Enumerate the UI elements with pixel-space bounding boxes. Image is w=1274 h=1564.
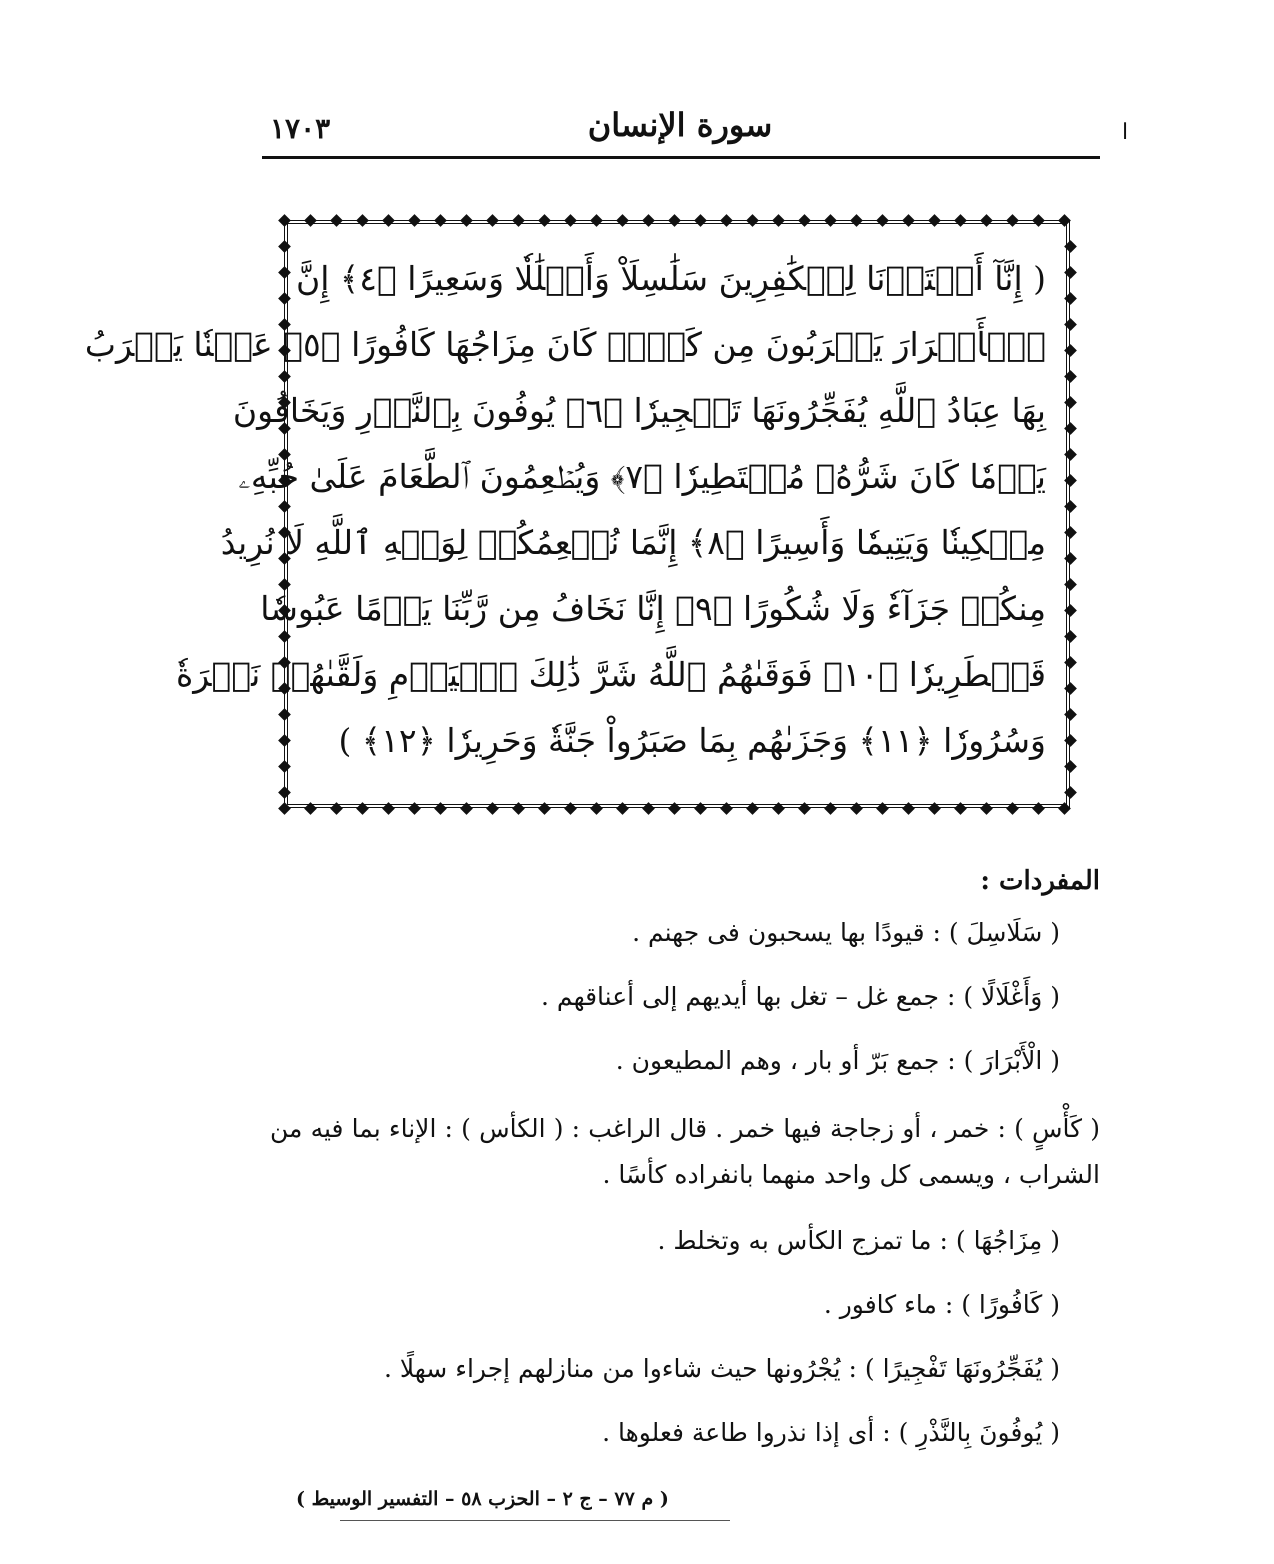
vocabulary-entry: ( وَأَغْلَالًا ) : جمع غل – تغل بها أيديهم إلى أعناقهم .	[541, 982, 1060, 1011]
vocabulary-entry: ( كَافُورًا ) : ماء كافور .	[823, 1290, 1060, 1319]
verse-line: ( إِنَّآ أَعۡتَدۡنَا لِلۡكَٰفِرِينَ سَلَٰسِلَاْ وَأَغۡلَٰلٗا وَسَعِيرًا ﴿٤﴾ إِنَّ	[295, 259, 1046, 298]
verse-line: بِهَا عِبَادُ ٱللَّهِ يُفَجِّرُونَهَا تَفۡجِيرٗا ﴿٦﴾ يُوفُونَ بِٱلنَّذۡرِ وَيَخَافُونَ	[232, 391, 1046, 430]
verse-text-block	[84, 246, 1046, 774]
surah-title: سورة الإنسان	[587, 106, 773, 144]
vocabulary-entry: ( مِزَاجُهَا ) : ما تمزج الكأس به وتخلط .	[657, 1226, 1060, 1255]
verse-line: قَمۡطَرِيرٗا ﴿١٠﴾ فَوَقَىٰهُمُ ٱللَّهُ شَرَّ ذَٰلِكَ ٱلۡيَوۡمِ وَلَقَّىٰهُمۡ نَضۡرَةٗ	[176, 655, 1046, 694]
verse-line: وَسُرُورٗا ﴿١١﴾ وَجَزَىٰهُم بِمَا صَبَرُواْ جَنَّةٗ وَحَرِيرٗا ﴿١٢﴾ )	[338, 721, 1046, 760]
vocabulary-entry: ( سَلَاسِلَ ) : قيودًا بها يسحبون فى جهنم .	[632, 918, 1060, 947]
verse-line: يَوۡمٗا كَانَ شَرُّهُۥ مُسۡتَطِيرٗا ﴿٧﴾ وَيُطۡعِمُونَ ٱلطَّعَامَ عَلَىٰ حُبِّهِۦ	[238, 457, 1046, 496]
verse-line: ٱلۡأَبۡرَارَ يَشۡرَبُونَ مِن كَأۡسٖ كَانَ مِزَاجُهَا كَافُورًا ﴿٥﴾ عَيۡنٗا يَشۡرَبُ	[84, 325, 1046, 364]
vocabulary-entry: ( الْأَبْرَارَ ) : جمع بَرّ أو بار ، وهم المطيعون .	[615, 1046, 1060, 1075]
vocabulary-entry: ( يُفَجِّرُونَهَا تَفْجِيرًا ) : يُجْرُونها حيث شاءوا من منازلهم إجراء سهلًا .	[383, 1354, 1060, 1383]
vocabulary-entry: ( كَأْسٍ ) : خمر ، أو زجاجة فيها خمر . قال الراغب : ( الكأس ) : الإناء بما فيه من الشراب ، ويسمى كل واحد منهما بانفراده كأسًا .	[270, 1114, 1100, 1189]
header-rule	[262, 156, 1100, 159]
page-number: ١٧٠٣	[270, 112, 331, 145]
footer-text: ( م ٧٧ – ج ٢ – الحزب ٥٨ – التفسير الوسيط )	[296, 1488, 669, 1510]
vocabulary-heading: المفردات :	[980, 866, 1100, 896]
margin-mark: ا	[1122, 120, 1129, 145]
verse-line: مِسۡكِينٗا وَيَتِيمٗا وَأَسِيرًا ﴿٨﴾ إِنَّمَا نُطۡعِمُكُمۡ لِوَجۡهِ ٱللَّهِ لَا نُرِيدُ	[220, 523, 1046, 562]
verse-line: مِنكُمۡ جَزَآءٗ وَلَا شُكُورًا ﴿٩﴾ إِنَّا نَخَافُ مِن رَّبِّنَا يَوۡمًا عَبُوسٗا	[260, 589, 1046, 628]
footer-rule	[340, 1520, 730, 1521]
vocabulary-entry: ( يُوفُونَ بِالنَّذْرِ ) : أى إذا نذروا طاعة فعلوها .	[602, 1418, 1060, 1447]
